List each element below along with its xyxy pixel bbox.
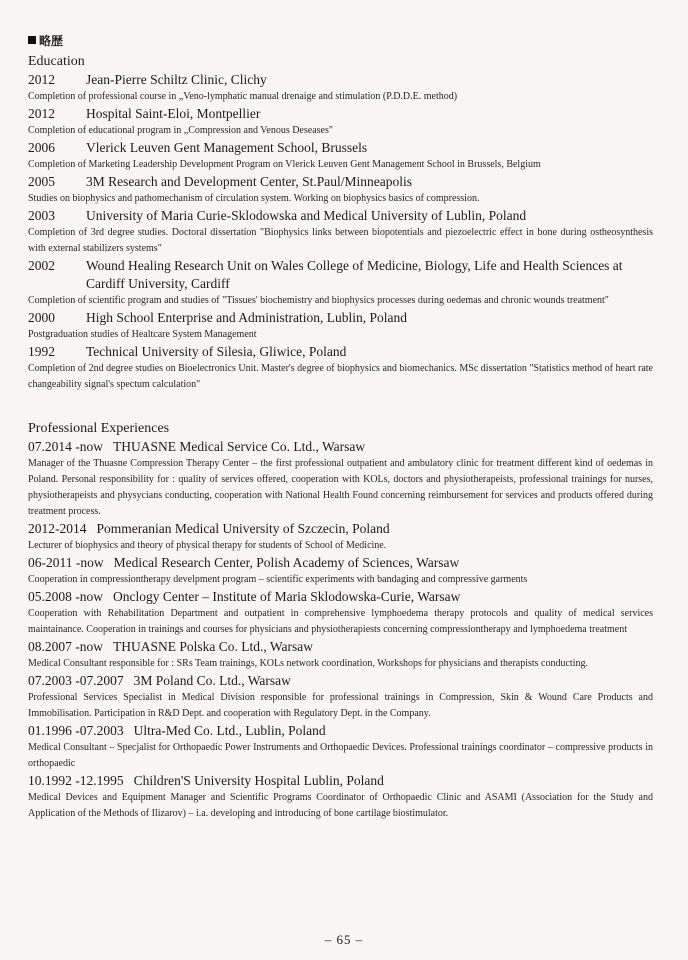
experience-title: Professional Experiences: [28, 421, 170, 436]
education-entry: [28, 173, 653, 207]
education-entry-description: Completion of educational program in „Compression and Venous Deseases": [28, 125, 333, 136]
experience-entry-header: [28, 554, 653, 572]
experience-entry-date: 2012-2014: [28, 521, 87, 536]
education-entry-description: Completion of scientific program and studies of "Tissues' biochemistry and biophysics processes during oedemas and chronic wounds treatment": [28, 295, 609, 306]
education-entry: [28, 105, 653, 139]
experience-entry: [28, 438, 653, 520]
education-entry: [28, 309, 653, 343]
education-entry-header: [28, 71, 653, 89]
education-entry-date: 2002: [28, 258, 55, 273]
experience-entry-date: 08.2007 -now: [28, 639, 103, 654]
experience-entry: [28, 520, 653, 554]
experience-entry-organization: Ultra-Med Co. Ltd., Lublin, Poland: [133, 723, 326, 738]
education-entry-date: 2003: [28, 208, 55, 223]
experience-list: [28, 438, 653, 822]
education-entry: [28, 139, 653, 173]
education-title: Education: [28, 54, 85, 69]
education-entry-organization: High School Enterprise and Administration, Lublin, Poland: [86, 310, 407, 325]
education-entry-organization: Hospital Saint-Eloi, Montpellier: [86, 106, 261, 121]
experience-entry-organization: THUASNE Medical Service Co. Ltd., Warsaw: [113, 439, 366, 454]
education-entry-description: Completion of 3rd degree studies. Doctoral dissertation "Biophysics links between biopotentials and piezoelectric effect in bone during ostheosynthesis with external stabilizers systems": [28, 227, 653, 254]
experience-entry: [28, 638, 653, 672]
experience-entry-description: Cooperation in compressiontherapy develpment program – scientific experiments with bandaging and compressive garments: [28, 574, 528, 585]
experience-entry-organization: Onclogy Center – Institute of Maria Sklodowska-Curie, Warsaw: [113, 589, 461, 604]
education-entry-date: 1992: [28, 344, 55, 359]
education-entry-date: 2005: [28, 174, 55, 189]
page-number: – 65 –: [324, 932, 364, 947]
experience-entry-header: [28, 638, 653, 656]
experience-entry-date: 07.2014 -now: [28, 439, 103, 454]
education-entry-description: Completion of 2nd degree studies on Bioelectronics Unit. Master's degree of biophysics and biomechanics. MSc dissertation "Statistics method of heart rate changeability signal's spectum calculation": [28, 363, 653, 390]
experience-entry-date: 07.2003 -07.2007: [28, 673, 124, 688]
experience-entry: [28, 722, 653, 772]
experience-entry-header: [28, 438, 653, 456]
education-entry-description: Studies on biophysics and pathomechanism of circulation system. Working on biophysics basics of compression.: [28, 193, 480, 204]
education-entry: [28, 343, 653, 393]
education-entry-header: [28, 309, 653, 327]
experience-entry-header: [28, 722, 653, 740]
education-entry-description: Completion of Marketing Leadership Development Program on Vlerick Leuven Gent Management School in Brussels, Belgium: [28, 159, 541, 170]
education-entry-organization: 3M Research and Development Center, St.Paul/Minneapolis: [86, 174, 413, 189]
experience-entry: [28, 772, 653, 822]
experience-entry: [28, 554, 653, 588]
experience-entry-description: Professional Services Specialist in Medical Division responsible for professional trainings in Compression, Skin & Wound Care Products and Immobilisation. Participation in R&D Dept. and cooperation with Regulatory Dept. in the Company.: [28, 692, 653, 719]
black-square-icon: [28, 36, 36, 44]
education-list: [28, 71, 653, 393]
education-entry-header: [28, 105, 653, 123]
experience-entry-description: Lecturer of biophysics and theory of physical therapy for students of School of Medicine.: [28, 540, 387, 551]
education-entry-header: [28, 343, 653, 361]
experience-entry-description: Cooperation with Rehabilitation Department and outpatient in comprehensive lymphoedema therapy protocols and quality of medical services maintainance. Cooperation in trainings and courses for physicians and physiotherapiests concerning compressiontherapy and lymphoedema treatment: [28, 608, 653, 635]
experience-entry-date: 10.1992 -12.1995: [28, 773, 124, 788]
experience-entry-organization: THUASNE Polska Co. Ltd., Warsaw: [113, 639, 314, 654]
experience-entry-header: [28, 772, 653, 790]
education-entry: [28, 257, 653, 309]
education-entry-date: 2006: [28, 140, 55, 155]
education-entry-organization: Wound Healing Research Unit on Wales College of Medicine, Biology, Life and Health Sciences at Cardiff University, Cardiff: [86, 258, 623, 291]
education-entry-date: 2000: [28, 310, 55, 325]
education-entry-description: Completion of professional course in „Veno-lymphatic manual drenaige and stimulation (P.D.D.E. method): [28, 91, 458, 102]
education-entry: [28, 71, 653, 105]
education-entry-description: Postgraduation studies of Healtcare System Management: [28, 329, 257, 340]
experience-entry-date: 06-2011 -now: [28, 555, 104, 570]
profile-heading: [28, 30, 653, 50]
education-entry-organization: Technical University of Silesia, Gliwice, Poland: [86, 344, 347, 359]
education-entry-date: 2012: [28, 72, 55, 87]
experience-entry-organization: Pommeranian Medical University of Szczecin, Poland: [96, 521, 390, 536]
education-entry-date: 2012: [28, 106, 55, 121]
education-entry-header: [28, 207, 653, 225]
experience-entry: [28, 672, 653, 722]
experience-entry-organization: Children'S University Hospital Lublin, Poland: [133, 773, 384, 788]
education-entry: [28, 207, 653, 257]
profile-heading-label: 略歴: [39, 33, 64, 48]
resume-page: [28, 30, 653, 822]
education-entry-header: [28, 139, 653, 157]
experience-entry-organization: 3M Poland Co. Ltd., Warsaw: [133, 673, 291, 688]
experience-entry-description: Medical Consultant – Specjalist for Orthopaedic Power Instruments and Orthopaedic Devices. Professional trainings coordinator – compressive products in orthopaedic: [28, 742, 653, 769]
experience-entry-organization: Medical Research Center, Polish Academy of Sciences, Warsaw: [113, 555, 460, 570]
education-entry-organization: Jean-Pierre Schiltz Clinic, Clichy: [86, 72, 267, 87]
experience-entry-header: [28, 520, 653, 538]
experience-entry-description: Manager of the Thuasne Compression Therapy Center – the first professional outpatient and ambulatory clinic for treatment different kind of oedemas in Poland. Personal responsibility for : quality of services offered, cooperation with KOLs, doctors and physiotherapeists, professional trainings for nurses, physiotherapeists and physycians conducting, cooperation with National Health Found concerning reimbursement for services and products offered during treatment process.: [28, 458, 653, 517]
education-entry-header: [28, 173, 653, 191]
education-entry-organization: University of Maria Curie-Sklodowska and Medical University of Lublin, Poland: [86, 208, 527, 223]
experience-entry-date: 05.2008 -now: [28, 589, 103, 604]
experience-entry-header: [28, 672, 653, 690]
education-entry-organization: Vlerick Leuven Gent Management School, Brussels: [86, 140, 368, 155]
experience-entry: [28, 588, 653, 638]
experience-entry-header: [28, 588, 653, 606]
education-entry-header: [28, 257, 653, 293]
experience-entry-description: Medical Consultant responsible for : SRs Team trainings, KOLs network coordination, Workshops for physicians and therapists conducting.: [28, 658, 588, 669]
experience-entry-date: 01.1996 -07.2003: [28, 723, 124, 738]
experience-entry-description: Medical Devices and Equipment Manager and Scientific Programs Coordinator of Orthopaedic Clinic and ASAMI (Association for the Study and Application of the Methods of Ilizarov) – i.a. developing and introducing of bone cartilage biostimulator.: [28, 792, 653, 819]
